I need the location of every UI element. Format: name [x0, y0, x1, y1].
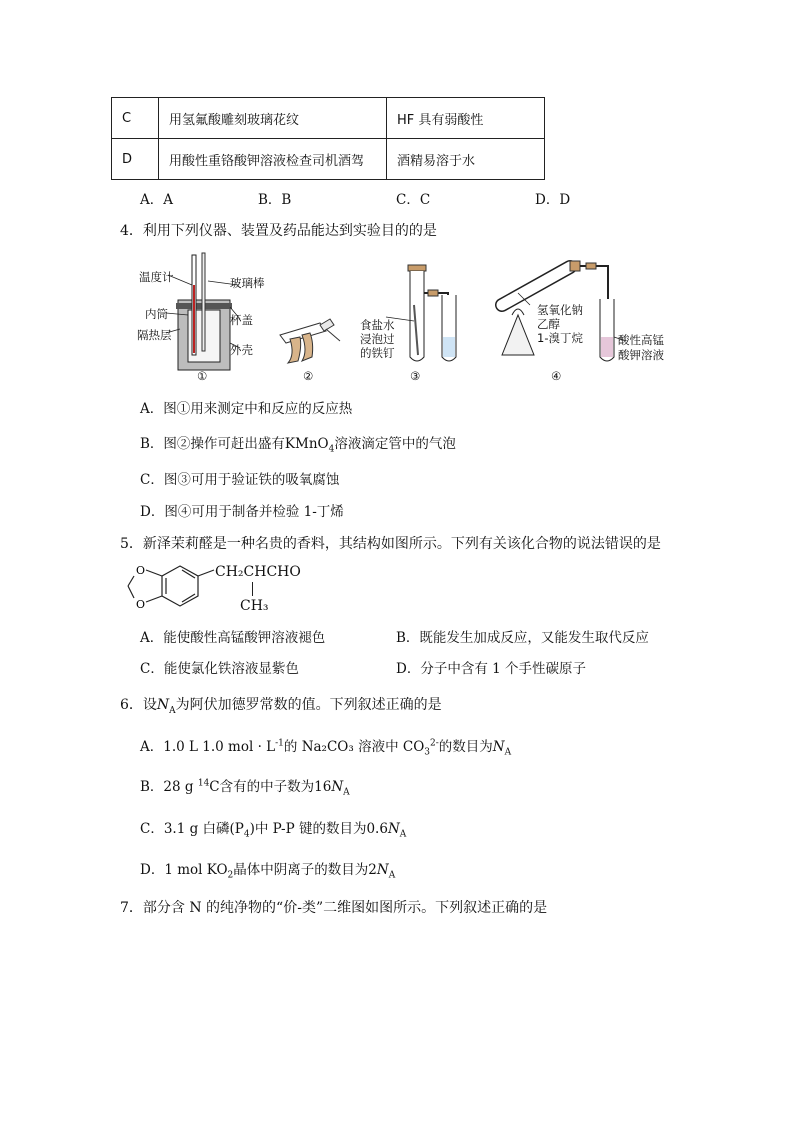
label-naoh-3: 1-溴丁烷	[537, 331, 583, 345]
label-saltwater-3: 的铁钉	[360, 346, 395, 360]
question-5-stem: 5．新泽茉莉醛是一种名贵的香料，其结构如图所示。下列有关该化合物的说法错误的是	[120, 536, 661, 552]
q4-option-a: A．图①用来测定中和反应的反应热	[140, 401, 353, 417]
choice-a: A．A	[140, 192, 173, 208]
rusting-figure	[386, 265, 456, 361]
methyl-bond	[252, 582, 253, 596]
label-inner: 内筒	[145, 307, 168, 321]
label-thermometer: 温度计	[139, 270, 174, 284]
table-cell: HF 具有弱酸性	[387, 98, 545, 139]
q5-option-b: B．既能发生加成反应，又能发生取代反应	[396, 630, 649, 646]
figure-number-4: ④	[551, 369, 562, 383]
label-glass-rod: 玻璃棒	[230, 276, 265, 290]
q4-option-b: B．图②操作可赶出盛有KMnO$_4$溶液滴定管中的气泡	[140, 436, 456, 455]
q5-option-d: D．分子中含有 1 个手性碳原子	[396, 661, 586, 677]
table-cell: 用氢氟酸雕刻玻璃花纹	[159, 98, 387, 139]
label-saltwater-1: 食盐水	[360, 318, 395, 332]
q5-option-a: A．能使酸性高锰酸钾溶液褪色	[140, 630, 326, 646]
methyl-group: CH₃	[240, 598, 269, 614]
table-row	[112, 139, 545, 180]
figure-number-3: ③	[410, 369, 421, 383]
calorimeter-figure	[166, 253, 240, 370]
burette-figure	[280, 319, 340, 363]
table-cell: 酒精易溶于水	[387, 139, 545, 180]
q6-option-b: B．28 g $^{14}$C含有的中子数为$16N_A$	[140, 778, 350, 798]
q5-option-c: C．能使氯化铁溶液显紫色	[140, 661, 299, 677]
q4-option-d: D．图④可用于制备并检验 1-丁烯	[140, 504, 344, 520]
q6-option-c: C．3.1 g 白磷$(P_4)$中 P-P 键的数目为$0.6N_A$	[140, 821, 407, 840]
label-naoh-1: 氢氧化钠	[537, 303, 583, 317]
figure-number-1: ①	[197, 369, 208, 383]
question-4-stem: 4．利用下列仪器、装置及药品能达到实验目的的是	[120, 223, 437, 239]
svg-text:O: O	[136, 598, 146, 611]
label-lid: 杯盖	[230, 313, 253, 327]
label-naoh-2: 乙醇	[537, 317, 560, 331]
table-cell: 用酸性重铬酸钾溶液检查司机酒驾	[159, 139, 387, 180]
q6-option-a: A．1.0 L 1.0 mol · $L^{-1}$的 Na₂CO₃ 溶液中 $CO_3^{2-}$的数目为$N_A$	[140, 738, 512, 758]
table-row	[112, 98, 545, 139]
question-7-stem: 7．部分含 N 的纯净物的“价-类”二维图如图所示。下列叙述正确的是	[120, 900, 548, 916]
q4-option-c: C．图③可用于验证铁的吸氧腐蚀	[140, 472, 340, 488]
svg-text:O: O	[136, 564, 146, 577]
q6-option-d: D．1 mol $KO_2$晶体中阴离子的数目为$2N_A$	[140, 862, 396, 881]
label-insulation: 隔热层	[137, 328, 172, 342]
label-kmno4-2: 酸钾溶液	[618, 348, 664, 362]
figure-number-2: ②	[303, 369, 314, 383]
options-table	[111, 97, 545, 180]
label-shell: 外壳	[230, 343, 253, 357]
label-kmno4-1: 酸性高锰	[618, 333, 664, 347]
choice-c: C．C	[396, 192, 431, 208]
side-chain: CH₂CHCHO	[215, 564, 301, 580]
choice-d: D．D	[535, 192, 571, 208]
question-6-stem: 6．设$N_A$为阿伏加德罗常数的值。下列叙述正确的是	[120, 697, 442, 716]
benzodioxole-ring	[120, 558, 220, 613]
table-cell: D	[112, 139, 159, 180]
glass-rod	[202, 253, 205, 351]
label-saltwater-2: 浸泡过	[360, 332, 395, 346]
table-cell: C	[112, 98, 159, 139]
choice-b: B．B	[258, 192, 292, 208]
